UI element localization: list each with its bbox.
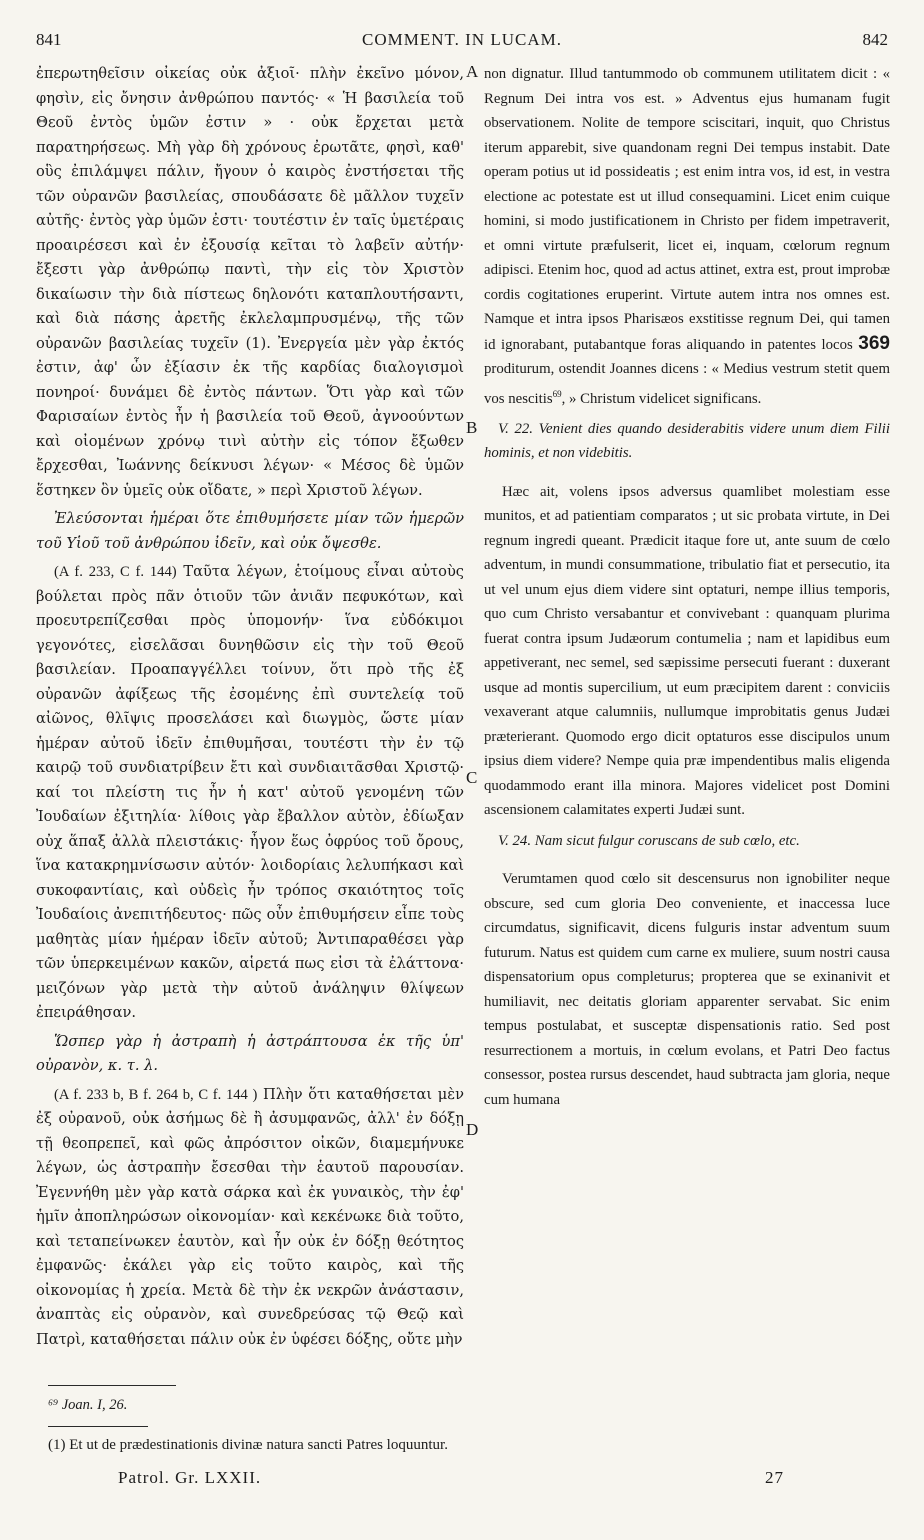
greek-paragraph-1: ἐπερωτηθεῖσιν οἰκείας οὐκ ἀξιοῖ· πλὴν ἐκεῖνο μόνον, φησὶν, εἰς ὄνησιν ἀνθρώπου παντός· « Ἡ βασιλεία τοῦ Θεοῦ ἐντὸς ὑμῶν ἐστιν » · οὐκ ἔρχεται μετὰ παρατηρήσεως. Μὴ γὰρ δὴ χρόνους ἐρωτᾶτε, φησὶ, καθ' οὓς ἐπιλάμψει πάλιν, ἤγουν ὁ καιρὸς ἐνστήσεται τῆς τῶν οὐρανῶν βασιλείας, σπουδάσατε δὲ μᾶλλον τυχεῖν αὐτῆς· ἐντὸς γὰρ ὑμῶν ἐστι· τουτέστιν ἐν ταῖς ὑμετέραις προαιρέσεσι καὶ ἐν ἐξουσίᾳ κεῖται τὸ λαβεῖν αὐτήν· ἔξεστι γὰρ ἀνθρώπῳ παντὶ, τὴν εἰς τὸν Χριστὸν δικαίωσιν τὴν διὰ πίστεως δηλονότι καταπλουτήσαντι, καὶ διὰ πάσης ἀρετῆς ἐκλελαμπρυσμένῳ, τῆς τῶν οὐρανῶν βασιλείας τυχεῖν (1). Ἐνεργεία μὲν γὰρ ἐκτός ἐστιν, ἀφ' ὧν ἐξίασιν ἐκ τῆς καρδίας διαλογισμοὶ πονηροί· δυνάμει δὲ ἐντὸς πάντων. Ὅτι γὰρ καὶ τῶν Φαρισαίων ἐντὸς ἦν ἡ βασιλεία τοῦ Θεοῦ, ἀγνοούντων καὶ οἰομένων χρόνῳ τινὶ αὐτὴν εἰς τόπον ἔξωθεν ἔρχεσθαι, Ἰωάννης δείκνυσι λέγων· « Μέσος δὲ ὑμῶν ἕστηκεν ὃν ὑμεῖς οὐκ οἴδατε, » περὶ Χριστοῦ λέγων. (36, 65, 464, 499)
latin-verse-22: V. 22. Venient dies quando desiderabitis videre unum diem Filii hominis, et non videbitis. (484, 420, 890, 462)
footnote-69: ⁶⁹ Joan. I, 26. (48, 1397, 128, 1413)
right-page-number: 842 (862, 30, 888, 49)
footnote-1: (1) Et ut de prædestinationis divinæ natura sancti Patres loquuntur. (48, 1437, 448, 1453)
column-number: 369 (858, 332, 890, 354)
latin-paragraph-1 (484, 62, 890, 411)
greek-paragraph-2 (36, 560, 464, 1026)
greek-lemma-2: Ὥσπερ γὰρ ἡ ἀστραπὴ ἡ ἀστράπτουσα ἐκ τῆς ὑπ' οὐρανὸν, κ. τ. λ. (36, 1032, 464, 1074)
latin-verse-24: V. 24. Nam sicut fulgur coruscans de sub cœlo, etc. (498, 832, 800, 849)
latin-paragraph-3: Verumtamen quod cœlo sit descensurus non ignobiliter neque obscure, sed cum gloria Deo conveniente, et inaccessa luce circumdatus, significavit, dicens fulguris instar adventum suum futurum. Natus est quidem cum carne ex muliere, suum nostri causa dispensatorium opus completurus; propterea que se exinanivit et humiliavit, nec deitatis gloriam apparenter servabat. Sic enim tempus postulabat, et susceptæ dispensationis ratio. Sed post resurrectionem a mortuis, in cœlum evolans, et Patri Deo factus consessor, postea rursus descendet, haud subtracta jam gloria, neque cum humana (484, 871, 890, 1108)
gathering-number: 27 (765, 1468, 784, 1487)
margin-letter-a: A (466, 62, 479, 81)
footnote-ref-69: 69 (552, 388, 562, 399)
latin-paragraph-1b: proditurum, ostendit Joannes dicens : « Medius vestrum stetit quem vos nescitis (484, 361, 890, 407)
running-title: COMMENT. IN LUCAM. (362, 30, 562, 49)
footnote-rule-2 (48, 1426, 148, 1427)
latin-paragraph-1a: non dignatur. Illud tantummodo ob communem utilitatem dicit : « Regnum Dei intra vos est. » Adventus ejus humanam fugit observationem. Nolite de tempore sciscitari, inquit, quo Christus iterum apparebit, sive quandonam regni Dei tempus instabit. Date operam potius ut id possideatis ; est enim intra vos, id est, in vestra electione ac potestate est ut illud consequamini. Licet enim cuique homini, si modo justificationem in Christo per fidem impetraverit, et omni virtute præfulserit, licet ei, inquam, cœlorum regnum adipisci. Etenim hoc, quod ad actus attinet, extra est, prout improbæ cordis cogitationes eruperint. Virtute autem intra nos omnes est. Namque et intra ipsos Pharisæos exstitisse regnum Dei, qui tamen id ignorabant, putabantque foras aliquando in patentes locos (484, 66, 890, 353)
footnote-rule (48, 1385, 176, 1386)
signature-mark: Patrol. Gr. LXXII. (118, 1468, 262, 1487)
page-footer (118, 1468, 784, 1488)
margin-letter-c: C (466, 768, 478, 787)
greek-column (36, 62, 464, 1367)
greek-paragraph-2-text: Ταῦτα λέγων, ἑτοίμους εἶναι αὐτοὺς βούλεται πρὸς πᾶν ὁτιοῦν τῶν ἀνιᾶν πεφυκότων, καὶ προευτρεπίζεσθαι πρὸς ὑπομονήν· ἵνα εὐδόκιμοι γεγονότες, εἰσελᾶσαι δυνηθῶσιν εἰς τὴν τοῦ Θεοῦ βασιλείαν. Προαπαγγέλλει τοίνυν, ὅτι πρὸ τῆς ἐξ οὐρανῶν ἀφίξεως τῆς ἐσομένης ἐπὶ συντελείᾳ τοῦ αἰῶνος, θλῖψις προσελάσει καὶ διωγμὸς, ὥστε μίαν ἡμέραν αὐτοῦ ἰδεῖν ἐπιθυμῆσαι, τουτέστι τὴν ἐν τῷ καιρῷ τοῦ συνδιατρίβειν ἔτι καὶ συνδιαιτᾶσθαι Χριστῷ· καί τοι πλείστη τις ἦν ἡ κατ' αὐτοῦ γενομένη τῶν Ἰουδαίων ἐξιτηλία· λίθοις γὰρ ἔβαλλον αὐτὸν, ἐδίωξαν οὐχ ἅπαξ ἀλλὰ πλειστάκις· ἦγον ἕως ὀφρύος τοῦ ὄρους, ἵνα κατακρημνίσωσιν αὐτόν· λοιδορίαις λελυπήκασι καὶ συκοφαντίαις, καὶ οὐδεὶς ἦν τρόπος σκαιότητος τοῖς Ἰουδαίοις ἀνεπιτήδευτος· πῶς οὖν ἐπιθυμήσειν εἶπε τοὺς μαθητὰς μίαν ἡμέραν ἰδεῖν αὐτοῦ; Ἀντιπαραθέσει γὰρ τῶν ὑπερκειμένων κακῶν, αἱρετά πως εἰσι τὰ ἐλάττονα· μειζόνων γὰρ μετὰ τὴν αὐτοῦ ἀνάληψιν θλίψεων ἐπειράθησαν. (36, 563, 464, 1021)
page-header (36, 30, 888, 60)
greek-lemma-1: Ἐλεύσονται ἡμέραι ὅτε ἐπιθυμήσετε μίαν τῶν ἡμερῶν τοῦ Υἱοῦ τοῦ ἀνθρώπου ἰδεῖν, καὶ οὐκ ὄψεσθε. (36, 510, 464, 552)
greek-paragraph-3-text: Πλὴν ὅτι καταθήσεται μὲν ἐξ οὐρανοῦ, οὐκ ἀσήμως δὲ ἢ ἀσυμφανῶς, ἀλλ' ἐν δόξῃ τῇ θεοπρεπεῖ, καὶ φῶς ἀπρόσιτον οἰκῶν, διαμεμήνυκε λέγων, ὡς ἀστραπὴν ἔσεσθαι τὴν ἑαυτοῦ παρουσίαν. Ἐγεννήθη μὲν γὰρ κατὰ σάρκα καὶ ἐκ γυναικὸς, τὴν ἐφ' ἡμῖν ἀποπληρώσων οἰκονομίαν· καὶ κεκένωκε διὰ τοῦτο, καὶ τεταπείνωκεν ἑαυτὸν, καὶ ἦν οὐκ ἐν δόξῃ θεότητος ἐμφανῶς· ἐκάλει γὰρ εἰς τοῦτο καιρὸς, καὶ τῆς οἰκονομίας ἡ χρεία. Μετὰ δὲ τὴν ἐκ νεκρῶν ἀνάστασιν, ἀναπτὰς εἰς οὐρανὸν, καὶ συνεδρεύσας τῷ Θεῷ καὶ Πατρὶ, καταθήσεται πάλιν οὐκ ἐν ὑφέσει δόξης, οὔτε μὴν (36, 1085, 464, 1348)
latin-paragraph-2: Hæc ait, volens ipsos adversus quamlibet molestiam esse munitos, et ad patientiam comparatos ; ut sic probata virtute, in Dei regnum ingredi queant. Prædicit itaque fore ut, ante suum de cœlo adventum, in mundi consummatione, tribulatio fiat et persecutio, ita ut vel unum ejus diem videre sint optaturi, nempe illius temporis, quo cum Christo versabantur et convivebant : quanquam plurima fuerat contra ipsum Judæorum contumelia ; nam et lapidibus eum appetiverant, nec semel, sed sæpissime persecuti fuerant : duxerant usque ad montis supercilium, ut eum præcipitem darent : conviciis vexaverant atque calumniis, nullumque improbitatis genus Judæi præterierant. Quomodo ergo dicit optaturos esse discipulos unum ipsius diem videre? Nempe quia præ impendentibus malis eligenda quodammodo erant illa minora. Majores videlicet post Domini ascensionem calamitates experti Judæi sunt. (484, 483, 890, 819)
greek-manuscript-ref-3: (A f. 233 b, B f. 264 b, C f. 144 ) (54, 1086, 258, 1103)
greek-manuscript-ref-2: (A f. 233, C f. 144) (54, 564, 177, 580)
margin-letter-d: D (466, 1120, 479, 1139)
margin-letter-b: B (466, 418, 478, 437)
latin-paragraph-1c: , » Christum videlicet significans. (561, 390, 762, 407)
latin-column (484, 62, 890, 1367)
greek-paragraph-3 (36, 1083, 464, 1353)
left-page-number: 841 (36, 30, 62, 49)
